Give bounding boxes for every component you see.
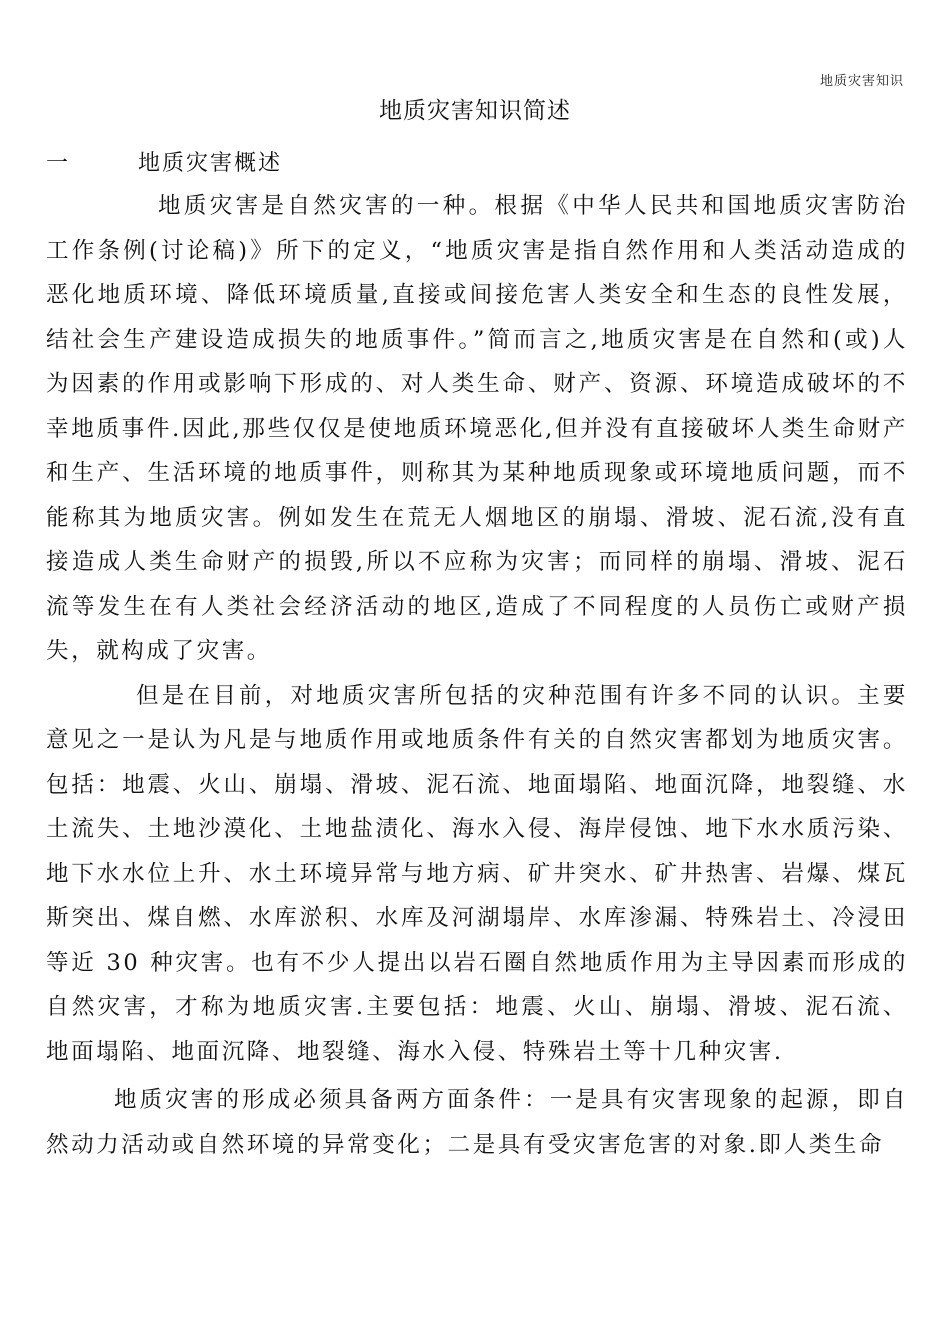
paragraph-conditions: 地质灾害的形成必须具备两方面条件：一是具有灾害现象的起源，即自然动力活动或自然环境的异常变化；二是具有受灾害危害的对象.即人类生命	[46, 1087, 908, 1158]
section-title: 地质灾害概述	[138, 151, 283, 176]
running-header: 地质灾害知识	[819, 74, 904, 89]
section-number: 一	[46, 151, 71, 176]
document-title: 地质灾害知识简述	[379, 98, 571, 124]
body-text	[46, 184, 908, 1167]
paragraph-scope: 但是在目前，对地质灾害所包括的灾种范围有许多不同的认识。主要意见之一是认为凡是与地质作用或地质条件有关的自然灾害都划为地质灾害。包括：地震、火山、崩塌、滑坡、泥石流、地面塌陷、地面沉降，地裂缝、水土流失、土地沙漠化、土地盐渍化、海水入侵、海岸侵蚀、地下水水质污染、地下水水位上升、水土环境异常与地方病、矿井突水、矿井热害、岩爆、煤瓦斯突出、煤自燃、水库淤积、水库及河湖塌岸、水库渗漏、特殊岩土、冷浸田等近 30 种灾害。也有不少人提出以岩石圈自然地质作用为主导因素而形成的自然灾害，才称为地质灾害.主要包括：地震、火山、崩塌、滑坡、泥石流、地面塌陷、地面沉降、地裂缝、海水入侵、特殊岩土等十几种灾害.	[46, 682, 908, 1065]
paragraph-definition: 地质灾害是自然灾害的一种。根据《中华人民共和国地质灾害防治工作条例(讨论稿)》所下的定义，“地质灾害是指自然作用和人类活动造成的恶化地质环境、降低环境质量,直接或间接危害人类安全和生态的良性发展，结社会生产建设造成损失的地质事件。”简而言之,地质灾害是在自然和(或)人为因素的作用或影响下形成的、对人类生命、财产、资源、环境造成破坏的不幸地质事件.因此,那些仅仅是使地质环境恶化,但并没有直接破坏人类生命财产和生产、生活环境的地质事件，则称其为某种地质现象或环境地质问题，而不能称其为地质灾害。例如发生在荒无人烟地区的崩塌、滑坡、泥石流,没有直接造成人类生命财产的损毁,所以不应称为灾害；而同样的崩塌、滑坡、泥石流等发生在有人类社会经济活动的地区,造成了不同程度的人员伤亡或财产损失，就构成了灾害。	[46, 193, 908, 664]
section-heading	[46, 146, 282, 177]
